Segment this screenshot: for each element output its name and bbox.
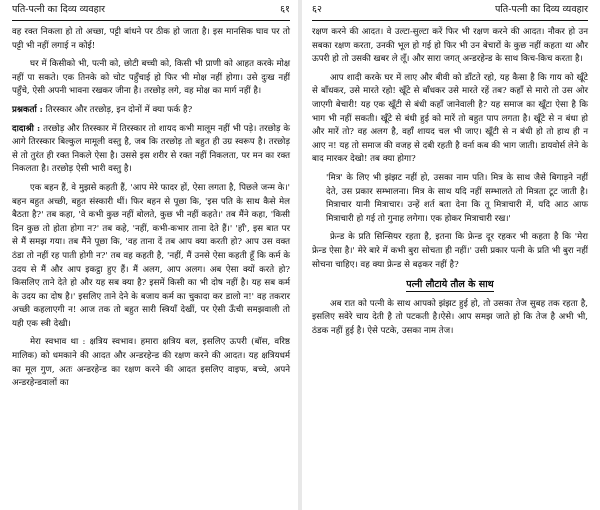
- left-page-number: ६१: [280, 4, 290, 15]
- left-page: [0, 0, 298, 510]
- left-page-header: [12, 0, 290, 21]
- left-header-title: पति-पत्नी का दिव्य व्यवहार: [12, 4, 106, 15]
- left-page-body: [12, 21, 290, 391]
- paragraph: 'मित्र' के लिए भी झंझट नहीं हो, उसका नाम पति। मित्र के साथ जैसे बिगाड़ने नहीं देते, उस प्रकार सम्भालना। मित्र के साथ यदि नहीं सम्भालते तो मित्रता टूट जाती है। मित्राचार यानी मित्राचार। उन्हें शर्त बता देना कि तू मित्राचारी में, यदि आठ आफ मित्राचारी हो गई तो गुनाह लगेगा। एक होकर मित्राचारी रख।': [326, 172, 588, 224]
- story-paragraph: एक बहन हैं, वे मुझसे कहती हैं, 'आप मेरे फादर हों, ऐसा लगता है, पिछले जन्म के।' बहन बहुत अच्छी, बहुत संस्कारी थीं। फिर बहन से पूछा कि, 'इस पति के साथ कैसे मेल बैठता है?' तब कहा, 'वे कभी कुछ नहीं बोलते, कुछ भी नहीं कहते।' तब मैंने कहा, 'किसी दिन कुछ तो होता होगा न?' तब कहे, 'नहीं, कभी-कभार ताना देते हैं।' 'हाँ', इस बात पर से मैं समझ गया। तब मैंने पूछा कि, 'वह ताना दें तब आप क्या करती हो? आप उस वक्त ठंडा तो नहीं रह पाती होगी न?' तब वह कहती है, 'नहीं, मैं उनसे ऐसा कहती हूँ कि कर्म के उदय से मैं और आप इकट्ठा हुए हैं। मैं अलग, आप अलग। अब ऐसा क्यों करते हो? किसलिए ताने देते हो और यह सब क्या है? इसमें किसी का भी दोष नहीं है। यह सब कर्म के उदय का दोष है।' इसलिए ताने देने के बजाय कर्म का चुकादा कर डालो न!' वह तकरार अच्छी कहलाएगी न! आज तक तो बहुत सारी स्त्रियाँ देखीं, पर ऐसी ऊँची समझवाली तो यही एक स्त्री देखी।: [12, 182, 290, 329]
- section-subheading: [312, 278, 588, 292]
- question-paragraph: [12, 104, 290, 118]
- right-header-title: पति-पत्नी का दिव्य व्यवहार: [494, 4, 588, 15]
- right-page-body: [312, 21, 588, 338]
- paragraph: फ्रेन्ड के प्रति सिन्सियर रहता है, इतना कि फ्रेन्ड दूर रहकर भी कहता है कि 'मेरा फ्रेन्ड ऐसा है।' मेरे बारे में कभी बुरा सोचता ही नहीं।' उसी प्रकार पत्नी के प्रति भी बुरा नहीं सोचना चाहिए। वह क्या फ्रेन्ड से बढ़कर नहीं है?: [312, 232, 588, 270]
- answer-label: दादाश्री :: [12, 123, 41, 134]
- question-text: तिरस्कार और तरछोड़, इन दोनों में क्या फर्क है?: [45, 104, 193, 115]
- answer-paragraph: [12, 123, 290, 177]
- paragraph: घर में किसीको भी, पत्नी को, छोटी बच्ची को, किसी भी प्राणी को आहत करके मोक्ष नहीं पा सकते। एक तिनके को चोट पहुँचाई हो फिर भी मोक्ष नहीं होगा। उसे दुःख नहीं पहुँचे, ऐसी अपनी भावना रखकर जीना है। तरछोड़ लगे, वह मोक्ष का मार्ग नहीं है।: [12, 59, 290, 97]
- right-page: [302, 0, 600, 510]
- right-page-number: ६२: [312, 4, 322, 15]
- paragraph: आप शादी करके घर में लाए और बीवी को डाँटते रहो, यह कैसा है कि गाय को खूँटे से बाँधकर, उसे मारते रहो! खूँटे से बाँधकर उसे मारते रहें तब? कहाँ से मारो तो उस ओर जाएगी बेचारी! यह एक खूँटी से बंधी कहाँ जानेवाली है? यह समाज का खूँटा ऐसा है कि भाग भी नहीं सकती। खूँटे से बंधी हुई को मारें तो बहुत पाप लगता है। खूँटे से न बंधा हो और मारें तो? वह अलग है, वहाँ शायद चल भी जाए। खूँटी से न बंधी हो तो हाथ ही न आए न! यह तो समाज की वजह से दबी रहती है वर्ना कब की भाग जाती। डायवोर्स लेने के बाद मारकर देखो! तब क्या होगा?: [312, 72, 588, 165]
- closing-paragraph: मेरा स्वभाव था : क्षत्रिय स्वभाव। हमारा क्षत्रिय बल, इसलिए ऊपरी (बॉस, वरिष्ठ मालिक) को धमकाने की आदत और अन्डरहेन्ड की रक्षण करने की आदत। यह क्षत्रियधर्म का मूल गुण, अतः अन्डरहेन्ड का रक्षण करने की आदत इसलिए वाइफ, बच्चे, अपने अन्डरहेन्डवालों का: [12, 337, 290, 389]
- subheading-text: पत्नी लौटाये तौल के साथ: [406, 279, 494, 291]
- paragraph: रक्षण करने की आदत। वे उल्टा-सुल्टा करें फिर भी रक्षण करने की आदत। नौकर हो उन सबका रक्षण करता, उनकी भूल हो गई हो फिर भी उन बेचारों के कुछ नहीं कहता था और ऊपरी हो तो उसकी खबर ले लूँ। और सारा जगत् अन्डरहेन्ड के साथ किच-किच करता है।: [312, 27, 588, 65]
- answer-text: तरछोड़ और तिरस्कार में तिरस्कार तो शायद कभी मालूम नहीं भी पड़े। तरछोड़ के आगे तिरस्कार बिल्कुल मामूली वस्तु है, जब कि तरछोड़ तो बहुत ही उग्र स्वरूप है। तरछोड़ से तो तुरंत ही रक्त निकले ऐसा है। उससे इस शरीर से रक्त नहीं निकलता, पर मन का रक्त निकलता है। तरछोड़ ऐसी भारी वस्तु है।: [12, 123, 290, 175]
- paragraph: वह रक्त निकला हो तो अच्छा, पट्टी बांधने पर ठीक हो जाता है। इस मानसिक घाव पर तो पट्टी भी नहीं लगाई न कोई!: [12, 27, 290, 51]
- right-page-header: [312, 0, 588, 21]
- question-label: प्रश्नकर्ता :: [12, 104, 43, 115]
- paragraph: अब रात को पत्नी के साथ आपको झंझट हुई हो, तो उसका तेज सुबह तक रहता है, इसलिए सवेरे चाय देती है तो पटकती है।ऐसे। आप समझ जाते हो कि तेज है अभी भी, ठंडक नहीं हुई है। ऐसे पटके, उसका नाम तेज।: [312, 298, 588, 336]
